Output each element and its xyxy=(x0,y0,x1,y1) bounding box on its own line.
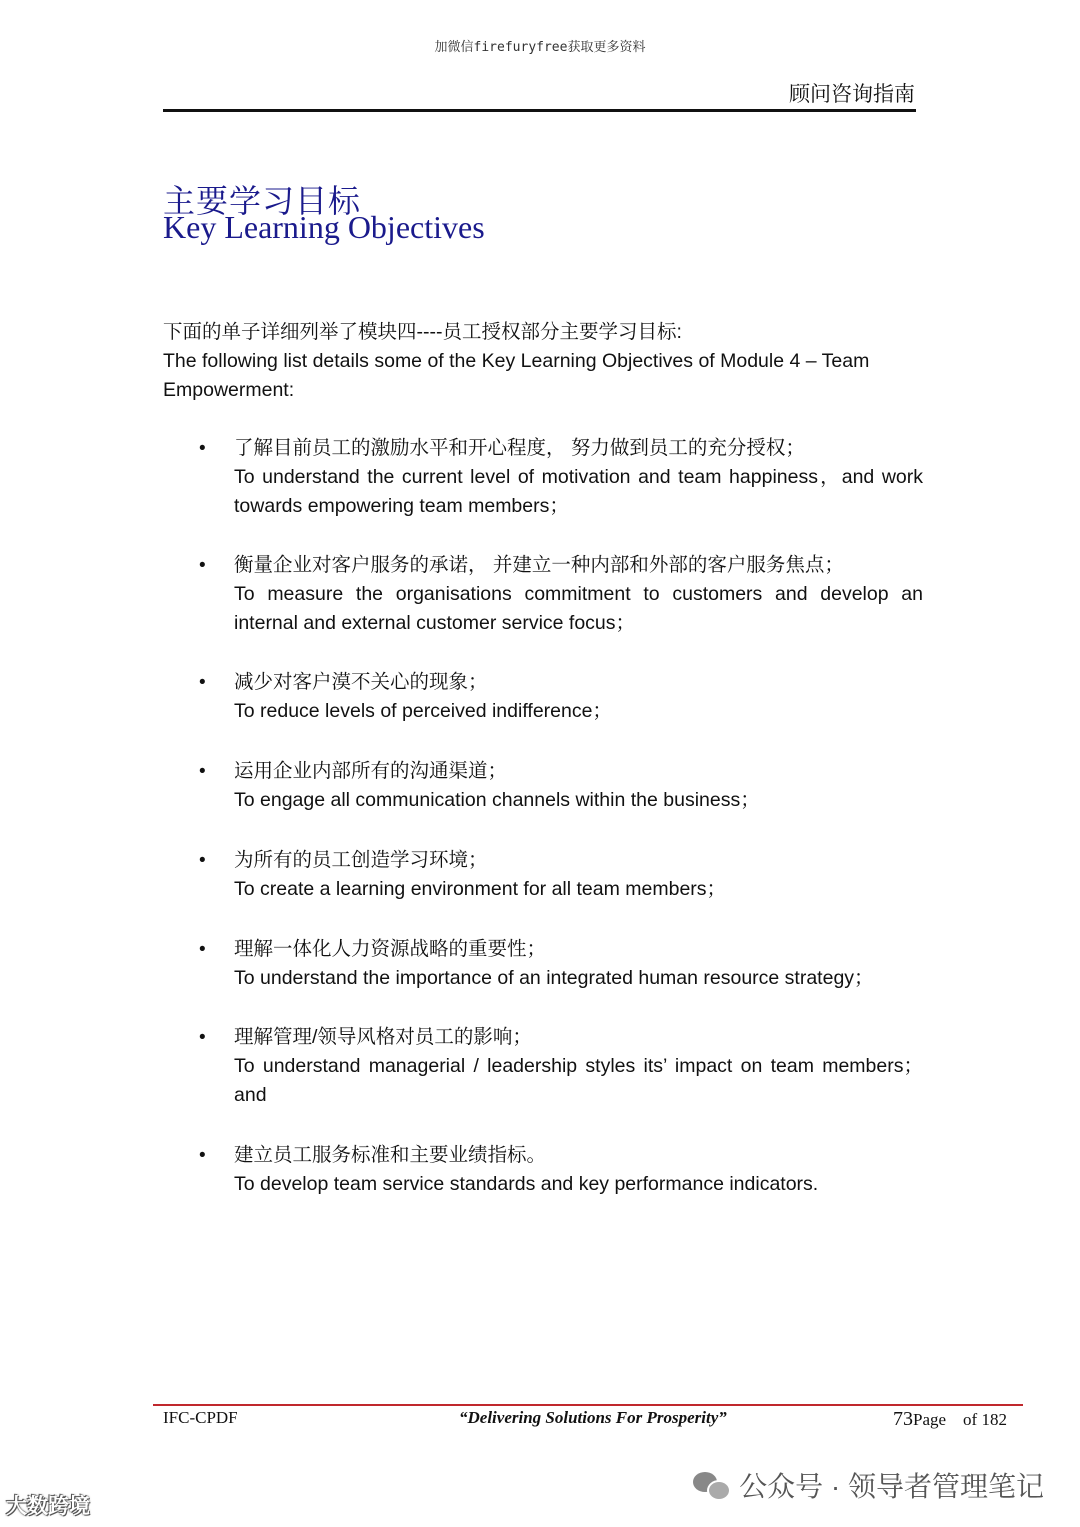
intro-english: The following list details some of the Key Learning Objectives of Module 4 – Team Empowerment: xyxy=(163,350,870,401)
intro-chinese: 下面的单子详细列举了模块四----员工授权部分主要学习目标: xyxy=(163,321,682,343)
header-title: 顾问咨询指南 xyxy=(789,82,915,106)
objective-english: To create a learning environment for all team members； xyxy=(234,878,727,900)
objective-chinese: 理解管理/领导风格对员工的影响； xyxy=(234,1026,532,1048)
bullet-icon: • xyxy=(199,850,206,871)
objective-chinese: 为所有的员工创造学习环境； xyxy=(234,849,488,871)
bullet-icon: • xyxy=(199,438,206,459)
list-item xyxy=(163,1023,923,1110)
intro-paragraph xyxy=(163,318,923,405)
list-item xyxy=(163,434,923,521)
bullet-icon: • xyxy=(199,672,206,693)
objective-chinese: 运用企业内部所有的沟通渠道； xyxy=(234,760,508,782)
footer-divider xyxy=(153,1404,1023,1406)
objective-chinese: 建立员工服务标准和主要业绩指标。 xyxy=(234,1144,547,1166)
objective-english: To engage all communication channels within the business； xyxy=(234,789,760,811)
corner-watermark: 大数跨境 xyxy=(6,1495,90,1518)
page-indicator xyxy=(893,1408,1007,1431)
objective-english: To understand the current level of motivation and team happiness，and work towards empowering team members； xyxy=(234,466,923,517)
wechat-icon xyxy=(693,1470,729,1500)
objective-english: To measure the organisations commitment to customers and develop an internal and external customer service focus； xyxy=(234,583,923,634)
header-divider xyxy=(163,109,916,112)
page-title-chinese: 主要学习目标 xyxy=(163,182,362,220)
list-item xyxy=(163,935,923,993)
objectives-list xyxy=(163,434,923,1199)
list-item xyxy=(163,757,923,815)
bullet-icon: • xyxy=(199,761,206,782)
objective-chinese: 理解一体化人力资源战略的重要性； xyxy=(234,938,547,960)
objective-chinese: 了解目前员工的激励水平和开心程度， 努力做到员工的充分授权； xyxy=(234,437,805,459)
page-total: of 182 xyxy=(963,1410,1007,1429)
page-title-english: Key Learning Objectives xyxy=(163,209,485,245)
list-item xyxy=(163,551,923,638)
wechat-watermark xyxy=(693,1465,1044,1505)
page-number: 73 xyxy=(893,1408,913,1430)
objective-english: To understand managerial / leadership styles its’ impact on team members； and xyxy=(234,1055,923,1106)
page-footer xyxy=(163,1408,1013,1432)
footer-slogan: “Delivering Solutions For Prosperity” xyxy=(459,1408,727,1427)
page-label: Page xyxy=(913,1410,947,1429)
objective-english: To understand the importance of an integrated human resource strategy； xyxy=(234,967,874,989)
list-item xyxy=(163,846,923,904)
objective-chinese: 衡量企业对客户服务的承诺， 并建立一种内部和外部的客户服务焦点； xyxy=(234,554,844,576)
bullet-icon: • xyxy=(199,1027,206,1048)
bullet-icon: • xyxy=(199,1145,206,1166)
objective-chinese: 减少对客户漠不关心的现象； xyxy=(234,671,488,693)
bullet-icon: • xyxy=(199,939,206,960)
bullet-icon: • xyxy=(199,555,206,576)
objective-english: To develop team service standards and key performance indicators. xyxy=(234,1173,819,1195)
wechat-watermark-text: 公众号 · 领导者管理笔记 xyxy=(739,1471,1044,1502)
list-item xyxy=(163,1141,923,1199)
top-watermark: 加微信firefuryfree获取更多资料 xyxy=(434,40,646,55)
list-item xyxy=(163,668,923,726)
footer-code: IFC-CPDF xyxy=(163,1408,238,1427)
objective-english: To reduce levels of perceived indifference； xyxy=(234,700,612,722)
